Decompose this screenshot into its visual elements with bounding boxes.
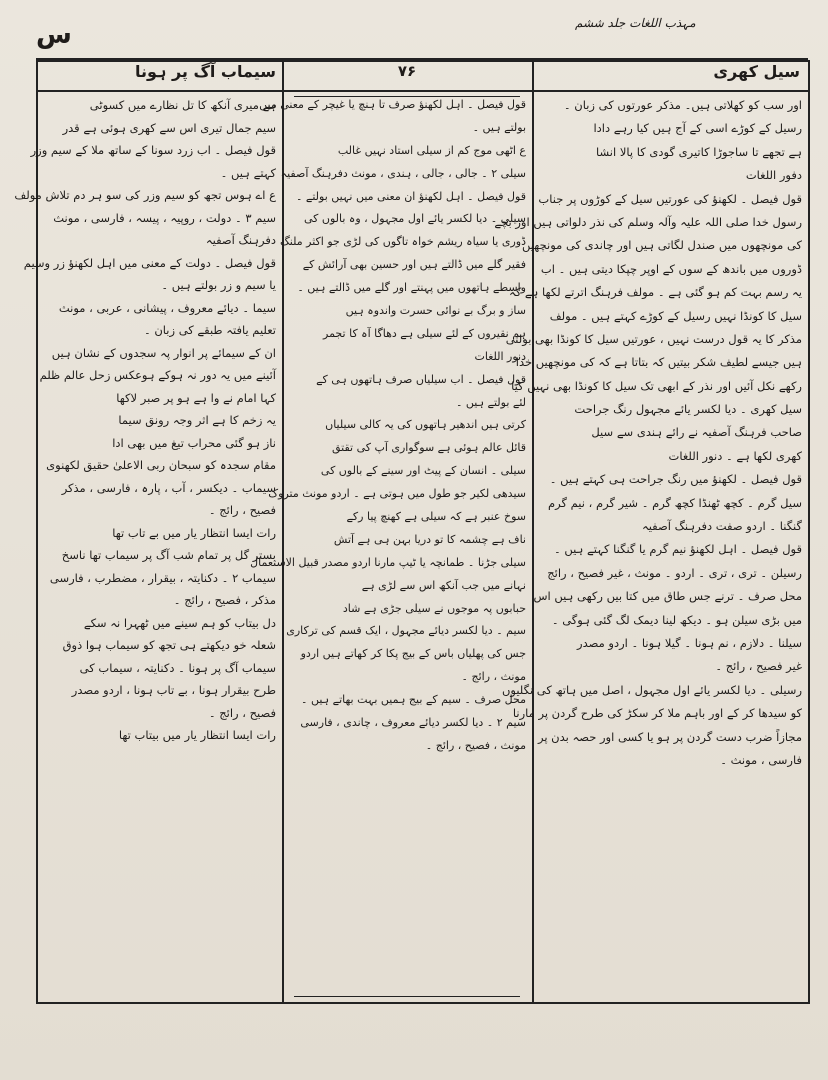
text-line: فصیح ، رائج ۔	[208, 503, 276, 517]
right-column-head	[532, 60, 810, 92]
text-line: کرتی ہیں اندھیر ہاتھوں کی یہ کالی سیلیاں	[325, 418, 526, 432]
text-line: مذکر ، فصیح ، رائج ۔	[173, 593, 276, 607]
text-line: قول فیصل ۔ اہل لکھنؤ نیم گرم یا گنگنا کہتے ہیں ۔	[554, 542, 802, 557]
text-line: ع اے ہوس تجھ کو سیم وزر کی سو ہر دم تلاش مولف	[14, 188, 276, 202]
text-line: رسیلن ۔ تری ، تری ۔ اردو ۔ مونث ، غیر فصیح ، رائج	[547, 565, 802, 580]
text-line: سیل کا کونڈا نہیں رسیل کے کوڑے کہتے ہیں ۔ مولف	[549, 308, 802, 323]
left-head-word: سیماب آگ پر ہونا	[134, 62, 276, 81]
text-line: شعلہ خو دیکھتے ہی تجھ کو سیماب ہوا ذوق	[62, 638, 276, 652]
text-line: مونث ، فصیح ، رائج ۔	[425, 738, 526, 752]
text-line: رسیل کے کوڑے اسی کے آج ہیں کیا رہے دادا	[593, 121, 802, 136]
text-line: سیدھی لکیر جو طول میں ہوتی ہے ۔ اردو مونث متروک	[268, 487, 526, 501]
text-line: سیم ۔ دیا لکسر دیائے مجہول ، ایک قسم کی ترکاری	[286, 624, 526, 638]
text-line: مونث ، رائج ۔	[461, 670, 526, 684]
text-line: سیلی جڑنا ۔ طمانچہ یا ٹیپ مارنا اردو مصدر قبیل الاستعمال	[250, 555, 526, 569]
text-line: فقیر گلے میں ڈالتے ہیں اور حسین بھی آرائش کے	[302, 258, 526, 272]
text-line: مقام سجدہ کو سبحان ربی الاعلیٰ حقیق لکھنوی	[46, 458, 276, 472]
text-line: یا سیم و زر بولتے ہیں ۔	[161, 278, 276, 292]
text-line: قول فیصل ۔ اہل لکھنؤ ان معنی میں نہیں بولتے ۔	[295, 189, 526, 203]
text-line: دل بیتاب کو ہم سینے میں ٹھہرا نہ سکے	[83, 615, 276, 630]
text-line: واسطے ہاتھوں میں پہنتے اور گلے میں ڈالتے ہیں ۔	[297, 281, 526, 295]
text-line: قول فیصل ۔ اہل لکھنؤ صرف تا ہنچ یا غیچر کے معنی میں	[259, 98, 526, 111]
text-line: سیل کھری ۔ دیا لکسر یائے مجہول رنگ جراحت	[574, 402, 802, 417]
text-line: کی مونچھوں میں صندل لگاتی ہیں اور چاندی کی مونچھیں	[522, 238, 802, 253]
text-line: رات ایسا انتظار یار میں بے تاب تھا	[112, 525, 276, 540]
text-line: قول فیصل ۔ دولت کے معنی میں اہل لکھنؤ زر وسیم	[23, 255, 276, 270]
text-line: سوخ عنبر ہے کہ سیلی ہے کھنچ پیا رکے	[346, 510, 526, 524]
text-line: ع اٹھی موج کم از سیلی استاد نہیں غالب	[337, 143, 526, 157]
text-line: ناز ہو گئی محراب تیغ میں بھی ادا	[112, 435, 276, 450]
text-line: یہ زخم کا ہے اثر وجہ رونق سیما	[118, 413, 276, 427]
text-line: کہا امام نے وا ہے ہو پر صبر لاکھا	[116, 390, 276, 405]
text-line: ہیں جیسے لطیف شکر بیتیں کہ بتاتا ہے کہ کی مونچھیں خدا	[515, 355, 802, 370]
center-column-head	[282, 60, 532, 92]
left-column-head	[36, 60, 282, 92]
text-line: قائل عالم ہوئی ہے سوگواری آپ کی تقتق	[331, 441, 526, 455]
text-line: قول فیصل ۔ لکھنؤ میں رنگ جراحت ہی کہتے ہیں ۔	[549, 472, 802, 487]
text-line: قول فیصل ۔ اب سیلیاں صرف ہاتھوں ہی کے	[316, 372, 526, 386]
text-line: فصیح ، رائج ۔	[208, 705, 276, 720]
text-line: صاحب فرہنگ آصفیہ نے رائے ہندی سے سیل	[591, 425, 802, 440]
text-line: آئینے میں یہ دور نہ ہوکے ہوعکس زحل عالم ظلم	[39, 368, 276, 382]
center-column-text	[250, 94, 526, 998]
text-line: سیماب آگ پر ہونا ۔ دکنایتہ ، سیماب کی	[79, 660, 276, 675]
text-line: رکھے نکل آئیں اور نذر کے ابھی تک سیل کا کونڈا بھی نہیں کیا	[511, 378, 802, 393]
text-line: رات ایسا انتظار یار میں بیتاب تھا	[118, 728, 276, 742]
text-line: سیم ۲ ۔ دیا لکسر دیائے معروف ، چاندی ، فارسی	[300, 716, 526, 730]
text-line: دفرہنگ آصفیہ	[205, 233, 276, 247]
text-line: جس کی پھلیاں باس کے بیج پکا کر کھاتے ہیں اردو	[300, 647, 526, 661]
column-divider	[532, 60, 534, 1004]
text-line: میں بڑی سیلن ہو ۔ دیکھ لینا دیمک لگ گئی ہوگی ۔	[551, 612, 802, 627]
text-line: سیل گرم ۔ کچھ ٹھنڈا کچھ گرم ۔ شیر گرم ، نیم گرم	[548, 495, 802, 510]
section-letter: س	[36, 20, 72, 50]
text-line: کو سیدھا کر کے اور باہم ملا کر سکڑ کی طرح گردن پر مارنا	[512, 706, 802, 721]
left-column-text	[14, 94, 276, 998]
text-line: محل صرف ۔ ترنے جس طاق میں کتا بیں رکھی ہیں اس	[533, 589, 802, 604]
text-line: سیلنا ۔ دلازم ، نم ہونا ۔ گیلا ہونا ۔ اردو مصدر	[577, 635, 802, 650]
text-line: فارسی ، مونث ۔	[720, 752, 802, 767]
text-line: تعلیم یافتہ طبقے کی زبان ۔	[143, 323, 276, 337]
right-head-word: سیل کھری	[713, 62, 800, 81]
text-line: دفور اللغات	[745, 168, 802, 183]
text-line: کھری لکھا ہے ۔ دنور اللغات	[668, 448, 802, 463]
text-line: غیر فصیح ، رائج ۔	[715, 659, 802, 674]
text-line: قول فیصل ۔ لکھنؤ کی عورتیں سیل کے کوڑوں پر جناب	[538, 191, 802, 206]
text-line: سیماب ۔ دیکسر ، آب ، پارہ ، فارسی ، مذکر	[61, 480, 276, 495]
text-line: دنور اللغات	[474, 349, 526, 363]
text-line: ناف ہے چشمہ کا تو دریا بہن ہی ہے آتش	[333, 532, 526, 546]
text-line: بولتے ہیں ۔	[472, 120, 526, 134]
column-divider	[282, 60, 284, 1004]
text-line: طرح بیقرار ہونا ، بے تاب ہونا ، اردو مصدر	[71, 683, 276, 697]
page-number: ۷۶	[397, 62, 417, 80]
text-line: گنگنا ۔ اردو صفت دفرہنگ آصفیہ	[641, 519, 802, 534]
text-line: حبابوں پہ موجوں نے سیلی جڑی ہے شاد	[342, 601, 526, 615]
text-line: اور سب کو کھلاتی ہیں۔ مذکر عورتوں کی زبان ۔	[563, 98, 802, 112]
text-line: ہے تجھے تا ساجوڑا کاتیری گودی کا پالا انشا	[596, 144, 802, 159]
text-line: قول فیصل ۔ اب زرد سونا کے ساتھ ملا کے سیم وزر	[30, 143, 276, 157]
text-line: ساز و برگ بے نوائی حسرت واندوہ ہیں	[345, 304, 526, 318]
text-line: کہتے ہیں ۔	[220, 165, 276, 180]
book-title: مہذب اللغات جلد ششم	[575, 16, 696, 30]
text-line: ڈوروں میں باندھ کے سوں کے اوپر چپکا دیتی ہیں ۔ اب	[540, 261, 802, 276]
text-line: بستر گل پر تمام شب آگ پر سیماب تھا ناسخ	[61, 548, 276, 562]
text-line: رسول خدا صلی اللہ علیہ وآلہ وسلم کی نذر دلواتی ہیں اور بچے	[494, 214, 802, 229]
text-line: سیم جمال تیری اس سے کھری ہوئی ہے قدر	[62, 120, 276, 135]
text-line: سیما ۔ دیائے معروف ، پیشانی ، عربی ، مونث	[58, 300, 276, 315]
text-line: سیماب ۲ ۔ دکنایتہ ، بیقرار ، مضطرب ، فارسی	[49, 570, 276, 585]
text-line: ڈوری یا سیاہ ریشم خواہ تاگوں کی لڑی جو اکثر ملنگ	[279, 235, 526, 249]
text-line: لئے بولتے ہیں ۔	[455, 395, 526, 409]
text-line: نہانے میں جب آنکھ اس سے لڑی ہے	[361, 578, 526, 592]
text-line: رسیلی ۔ دیا لکسر یائے اول مجہول ، اصل میں ہاتھ کی نگلیوں	[501, 682, 802, 697]
text-line: سیلی ۔ انسان کے پیٹ اور سینے کے بالوں کی	[320, 464, 526, 478]
text-line: محل صرف ۔ سیم کے بیج ہمیں بہت بھاتے ہیں ۔	[301, 693, 526, 707]
text-line: سیلی ۲ ۔ جالی ، جالی ، ہندی ، مونث دفرہنگ آصفیہ	[280, 166, 526, 180]
text-line: مجازاً ضرب دست گردن پر ہو یا کسی اور حصہ بدن پر	[537, 729, 802, 744]
text-line: ہم نقیروں کے لئے سیلی ہے دھاگا آہ کا تجمر	[323, 326, 526, 340]
text-line: ہے میری آنکھ کا تل نظارے میں کسوٹی	[89, 98, 276, 112]
text-line: سیلی ۔ دیا لکسر یائے اول مجہول ، وہ بالوں کی	[303, 212, 526, 226]
text-line: سیم ۳ ۔ دولت ، روپیہ ، پیسہ ، فارسی ، مونث	[53, 210, 276, 225]
text-line: یہ رسم بہت کم ہو گئی ہے ۔ مولف فرہنگ اترتے لکھا ہے کہ	[509, 285, 802, 300]
text-line: ان کے سیمائے پر انوار پہ سجدوں کے نشان ہیں	[51, 345, 276, 360]
text-line: مذکر کا یہ قول درست نہیں ، عورتیں سیل کا کونڈا بھی بولتی	[505, 331, 802, 346]
